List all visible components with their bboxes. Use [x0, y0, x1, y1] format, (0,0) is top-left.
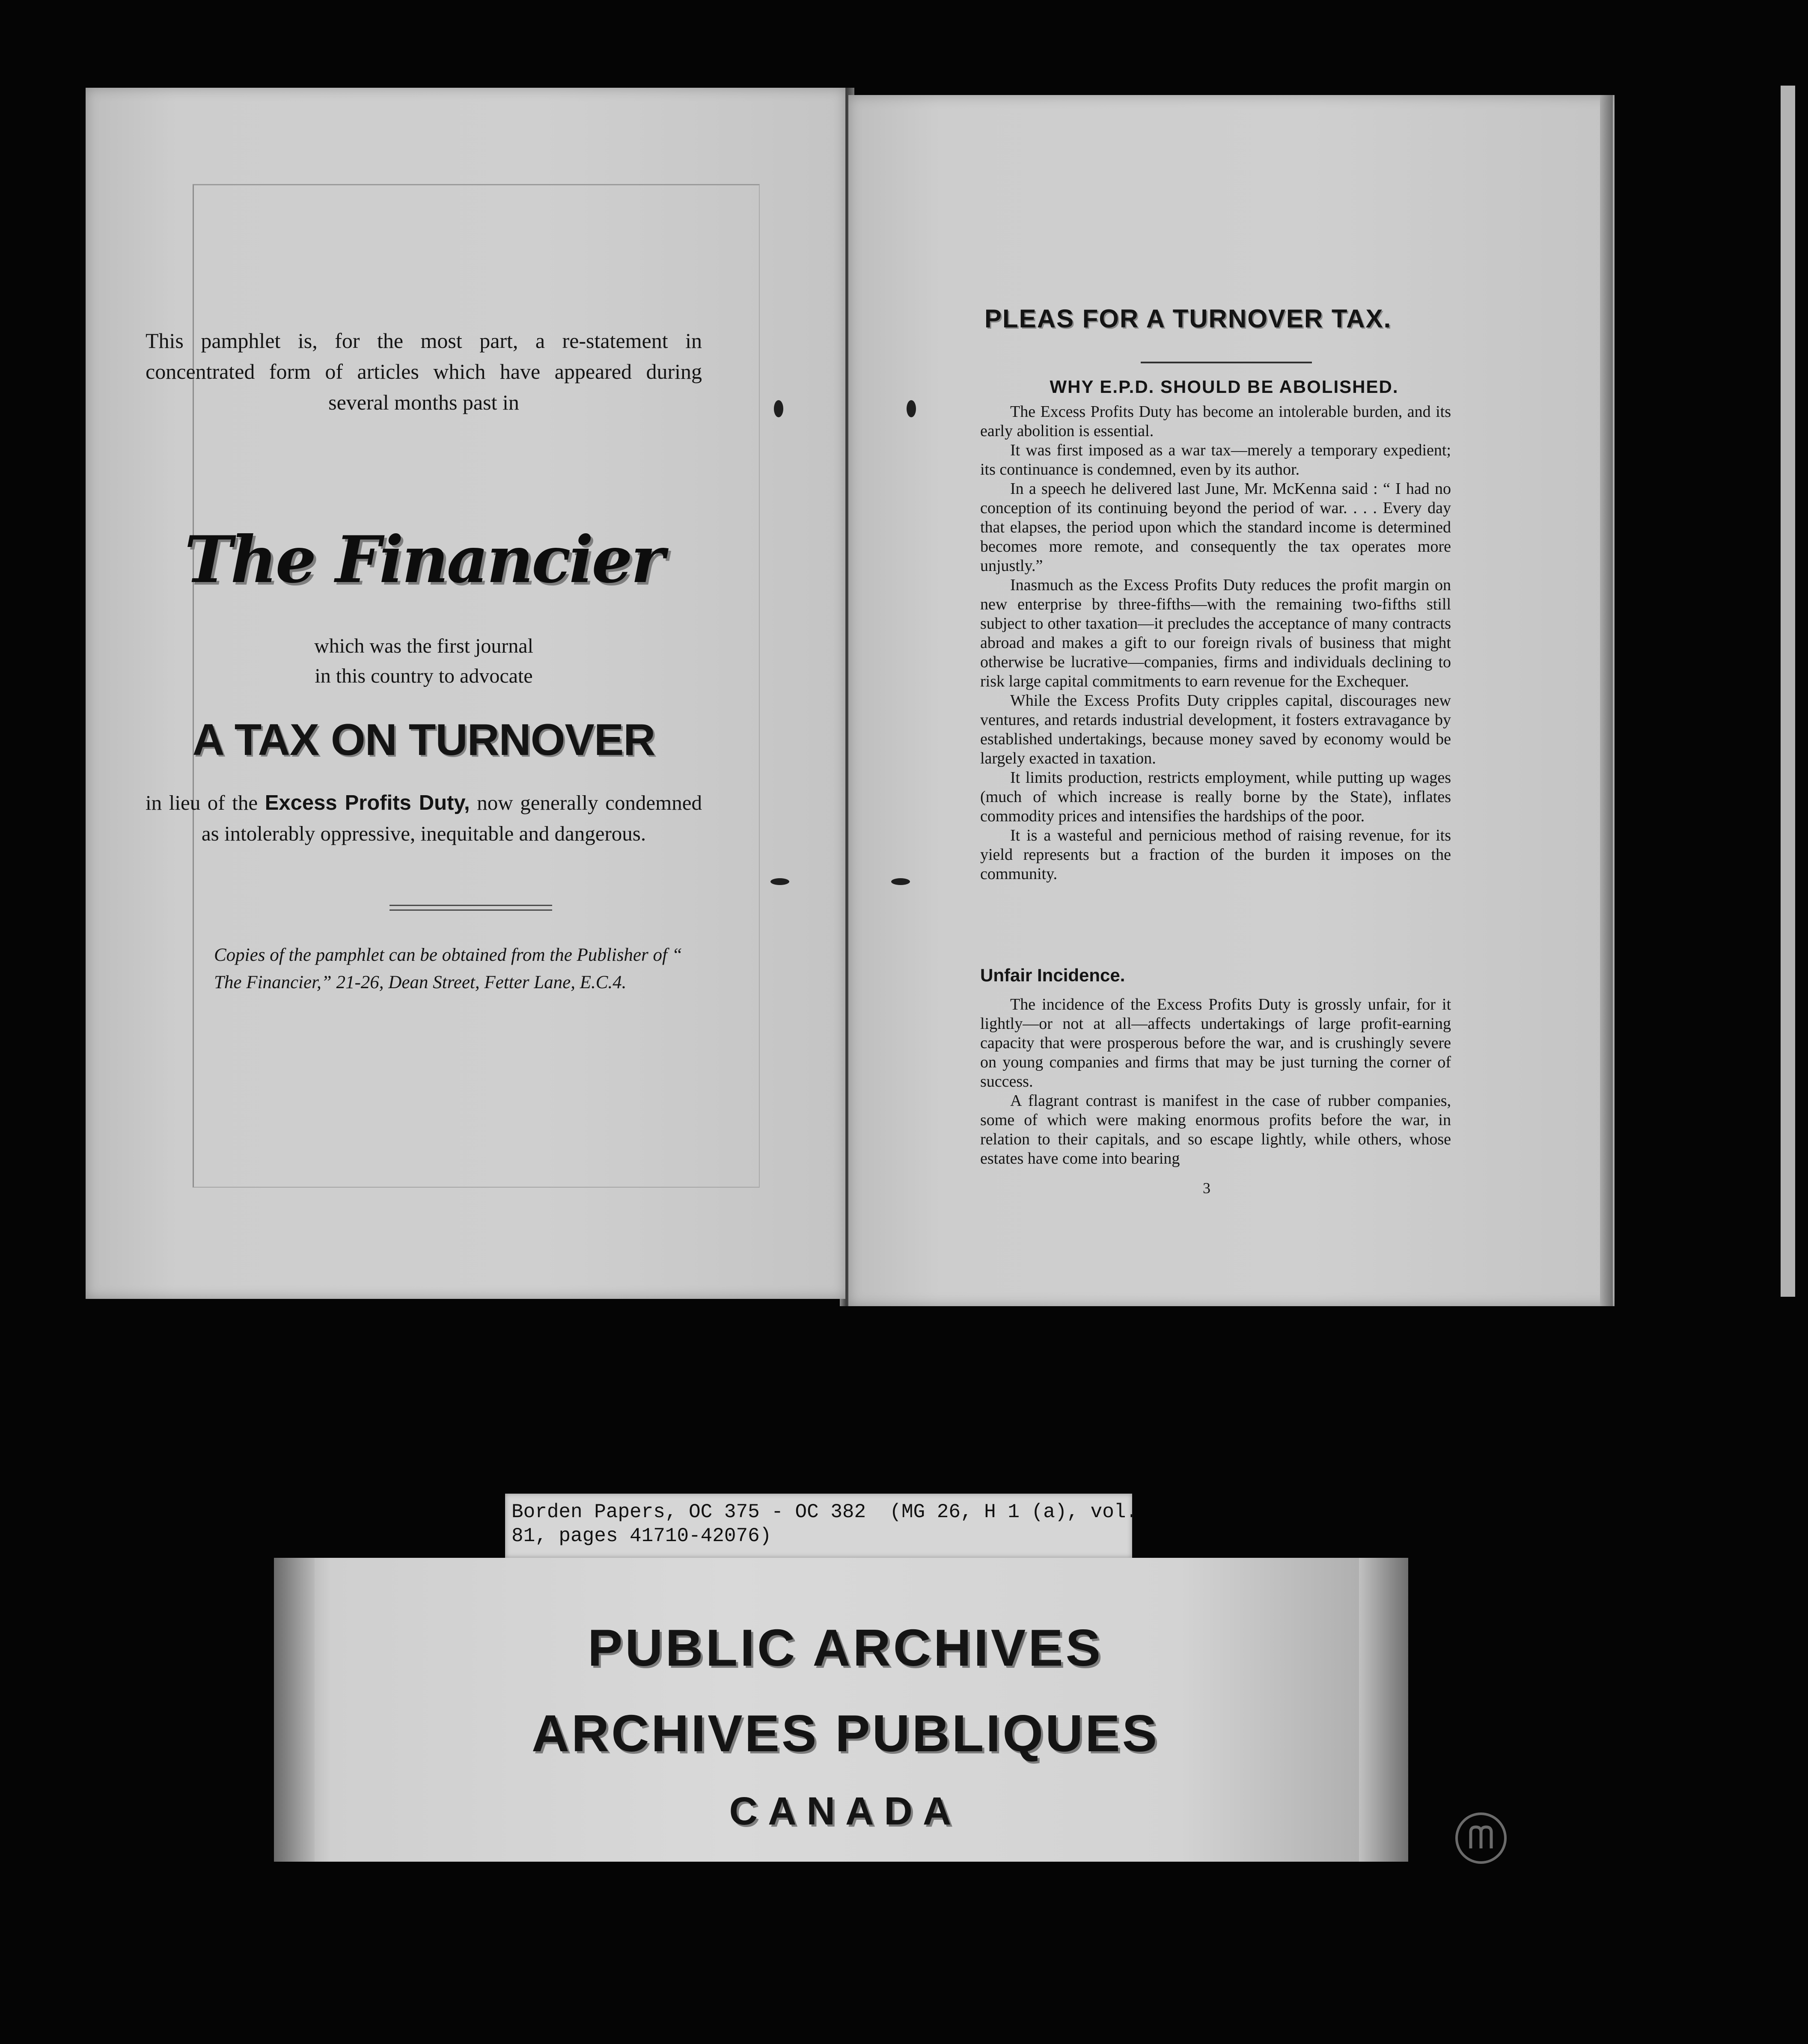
section-heading: Unfair Incidence.	[980, 965, 1125, 985]
copies-availability-note: Copies of the pamphlet can be obtained from the Publisher of “ The Financier,” 21-26, Dean Street, Fetter Lane, E.C.4.	[214, 945, 682, 992]
decorative-double-rule	[390, 905, 552, 911]
article-paragraph: While the Excess Profits Duty cripples capital, discourages new ventures, and retards industrial development, it fosters extravagance by established undertakings, because money saved by economy would be largely exacted in taxation.	[980, 692, 1451, 767]
archive-reference-text	[511, 1500, 1138, 1548]
binding-hole	[907, 400, 916, 417]
adjacent-page-strip	[1781, 86, 1795, 1297]
article-paragraph: It is a wasteful and pernicious method of raising revenue, for its yield represents but a fraction of the burden it imposes on the community.	[980, 826, 1451, 883]
lieu-prefix: in lieu of the	[146, 791, 258, 814]
lieu-of-epd-text	[146, 787, 702, 849]
lieu-suffix: now generally condemned as intolerably oppressive, inequitable and dangerous.	[201, 791, 702, 845]
archives-seal-icon	[1455, 1812, 1507, 1864]
excess-profits-duty-bold: Excess Profits Duty,	[265, 791, 470, 814]
first-journal-line: which was the first journal	[314, 635, 533, 657]
archive-reference-line: Borden Papers, OC 375 - OC 382 (MG 26, H 1 (a), vol.	[511, 1501, 1138, 1523]
first-journal-text	[146, 631, 702, 691]
article-paragraph: The incidence of the Excess Profits Duty is grossly unfair, for it lightly—or not at all—affects undertakings of large profit-earning capacity that were prosperous before the war, and is crushingly severe on young companies and firms that may be just turning the corner of success.	[980, 995, 1451, 1090]
plate-edge	[274, 1558, 315, 1862]
tax-on-turnover-headline: A TAX ON TURNOVER	[192, 715, 655, 765]
public-archives-text: PUBLIC ARCHIVES	[588, 1619, 1103, 1677]
title-rule	[1141, 362, 1312, 363]
article-body	[980, 402, 1451, 884]
financier-masthead: The Financier	[184, 522, 663, 597]
article-paragraph: Inasmuch as the Excess Profits Duty reduces the profit margin on new enterprise by three-fifths—with the remaining two-fifths still subject to other taxation—it precludes the acceptance of many contracts abroad and makes a gift to our foreign rivals of business that might otherwise be lucrative—companies, firms and individuals declining to risk large capital commitments to earn revenue for the Exchequer.	[980, 576, 1451, 690]
article-body-continued	[980, 995, 1451, 1168]
article-title: PLEAS FOR A TURNOVER TAX.	[984, 304, 1392, 333]
page-edge	[1600, 95, 1613, 1306]
article-paragraph: The Excess Profits Duty has become an intolerable burden, and its early abolition is essential.	[980, 403, 1451, 440]
article-subheading: WHY E.P.D. SHOULD BE ABOLISHED.	[1050, 377, 1399, 397]
first-journal-line: in this country to advocate	[315, 665, 533, 687]
binding-hole	[770, 878, 789, 885]
page-number: 3	[1203, 1179, 1210, 1197]
pamphlet-intro-text: This pamphlet is, for the most part, a re-statement in concentrated form of articles which have appeared during several months past in	[146, 329, 702, 414]
canada-text: CANADA	[729, 1789, 962, 1833]
article-paragraph: In a speech he delivered last June, Mr. McKenna said : “ I had no conception of its continuing beyond the period of war. . . . Every day that elapses, the period upon which the standard income is determined becomes more remote, and consequently the tax operates more unjustly.”	[980, 480, 1451, 575]
binding-hole	[891, 878, 910, 885]
article-paragraph: It limits production, restricts employment, while putting up wages (much of which increase is really borne by the State), inflates commodity prices and intensifies the hardships of the poor.	[980, 769, 1451, 825]
archive-reference-line: 81, pages 41710-42076)	[511, 1525, 772, 1547]
binding-hole	[774, 400, 783, 417]
article-paragraph: A flagrant contrast is manifest in the case of rubber companies, some of which were making enormous profits before the war, in relation to their capitals, and so escape lightly, while others, whose estates have come into bearing	[980, 1092, 1451, 1168]
archives-publiques-text: ARCHIVES PUBLIQUES	[531, 1704, 1160, 1762]
article-paragraph: It was first imposed as a war tax—merely a temporary expedient; its continuance is condemned, even by its author.	[980, 441, 1451, 478]
plate-edge	[1359, 1558, 1408, 1862]
